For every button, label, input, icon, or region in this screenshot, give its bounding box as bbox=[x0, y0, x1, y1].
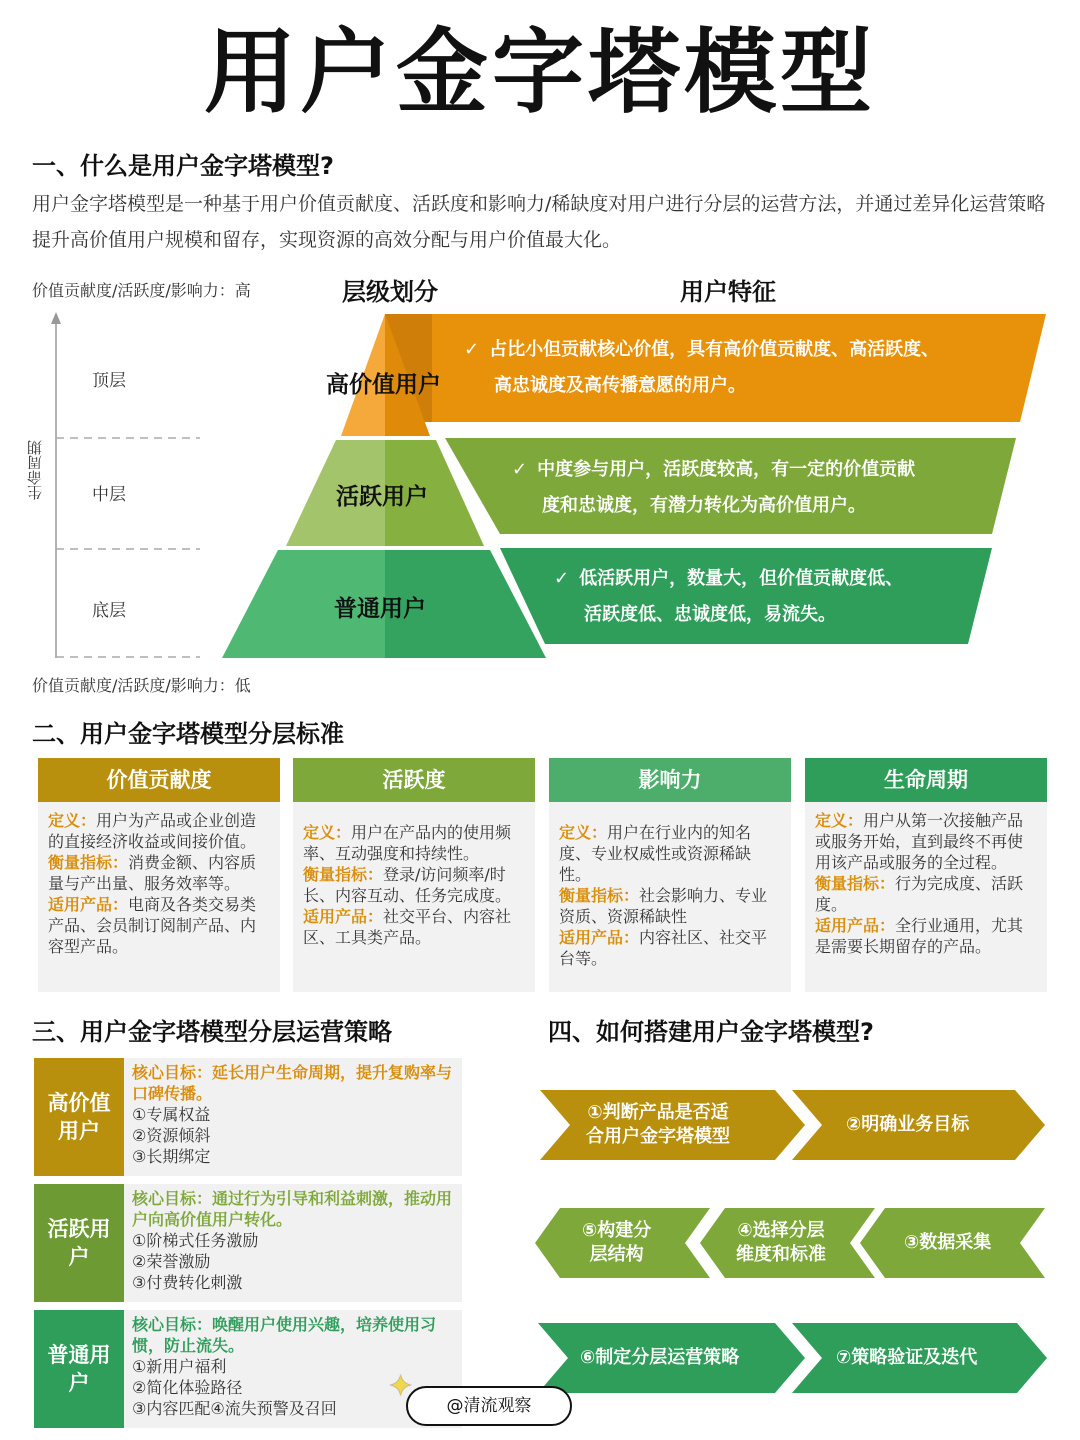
definition-label: 定义： bbox=[559, 823, 608, 842]
step-4-line1: ④选择分层 bbox=[737, 1220, 825, 1241]
feature-high-line2: 高忠诚度及高传播意愿的用户。 bbox=[494, 375, 746, 396]
step-5-line1: ⑤构建分 bbox=[582, 1220, 652, 1241]
tier-level-middle: 中层 bbox=[92, 485, 126, 505]
feature-normal-line2: 活跃度低、忠诚度低，易流失。 bbox=[584, 604, 836, 625]
card-definition: 用户在行业内的知名度、专业权威性或资源稀缺性。 bbox=[559, 823, 752, 884]
pyramid-label-normal: 普通用户 bbox=[334, 596, 426, 622]
strategy-tag: 高价值用户 bbox=[34, 1058, 124, 1176]
strategy-row-active bbox=[34, 1184, 462, 1302]
step-6-label: ⑥制定分层运营策略 bbox=[580, 1347, 740, 1368]
axis-arrow-icon bbox=[51, 312, 61, 324]
strategy-item: ①新用户福利 bbox=[132, 1357, 227, 1376]
step-1-line1: ①判断产品是否适 bbox=[587, 1102, 729, 1123]
strategy-item: ③内容匹配④流失预警及召回 bbox=[132, 1399, 337, 1418]
metric-label: 衡量指标： bbox=[559, 886, 640, 905]
check-icon: ✓ bbox=[464, 339, 480, 360]
feature-high bbox=[464, 332, 939, 404]
axis-low-label: 价值贡献度/活跃度/影响力：低 bbox=[32, 676, 251, 695]
step-5-label bbox=[582, 1219, 651, 1267]
definition-label: 定义： bbox=[303, 823, 352, 842]
card-definition: 用户为产品或企业创造的直接经济收益或间接价值。 bbox=[48, 811, 257, 851]
column-tier-heading: 层级划分 bbox=[342, 278, 438, 306]
product-label: 适用产品： bbox=[559, 928, 640, 947]
feature-active-line1: 中度参与用户，活跃度较高，有一定的价值贡献 bbox=[537, 459, 916, 480]
card-product: 内容社区、社交平台等。 bbox=[559, 928, 768, 968]
strategy-tag: 普通用户 bbox=[34, 1310, 124, 1428]
lifecycle-axis-label: 生命周期 bbox=[26, 440, 44, 500]
product-label: 适用产品： bbox=[815, 916, 896, 935]
step-1-line2: 合用户金字塔模型 bbox=[586, 1126, 730, 1147]
card-metric: 行为完成度、活跃度。 bbox=[815, 874, 1024, 914]
strategy-item: ①专属权益 bbox=[132, 1105, 211, 1124]
step-2-label: ②明确业务目标 bbox=[846, 1114, 970, 1135]
section3-heading: 三、用户金字塔模型分层运营策略 bbox=[32, 1018, 392, 1046]
section2-heading: 二、用户金字塔模型分层标准 bbox=[32, 720, 344, 748]
metric-label: 衡量指标： bbox=[815, 874, 896, 893]
strategy-item: ①阶梯式任务激励 bbox=[132, 1231, 259, 1250]
definition-label: 定义： bbox=[815, 811, 864, 830]
strategy-item: ③付费转化刺激 bbox=[132, 1273, 243, 1292]
card-metric: 消费金额、内容质量与产出量、服务效率等。 bbox=[48, 853, 257, 893]
strategy-goal: 核心目标：唤醒用户使用兴趣，培养使用习惯，防止流失。 bbox=[132, 1315, 437, 1355]
step-4-label bbox=[736, 1219, 826, 1267]
product-label: 适用产品： bbox=[48, 895, 129, 914]
feature-active bbox=[512, 452, 915, 524]
strategy-row-high-value bbox=[34, 1058, 462, 1176]
card-title: 影响力 bbox=[549, 758, 791, 802]
card-product: 电商及各类交易类产品、会员制订阅制产品、内容型产品。 bbox=[48, 895, 257, 956]
step-3-label: ③数据采集 bbox=[904, 1232, 992, 1253]
step-1-label bbox=[586, 1101, 730, 1149]
card-definition: 用户在产品内的使用频率、互动强度和持续性。 bbox=[303, 823, 512, 863]
column-feature-heading: 用户特征 bbox=[680, 278, 776, 306]
pyramid-label-active: 活跃用户 bbox=[336, 484, 428, 510]
criteria-card-lifecycle bbox=[805, 758, 1047, 992]
card-definition: 用户从第一次接触产品或服务开始，直到最终不再使用该产品或服务的全过程。 bbox=[815, 811, 1024, 872]
strategy-item: ②荣誉激励 bbox=[132, 1252, 211, 1271]
step-5-line2: 层结构 bbox=[589, 1244, 644, 1265]
metric-label: 衡量指标： bbox=[303, 865, 384, 884]
sparkle-icon: ✦ bbox=[388, 1369, 414, 1404]
feature-active-line2: 度和忠诚度，有潜力转化为高价值用户。 bbox=[542, 495, 866, 516]
feature-normal bbox=[554, 561, 903, 633]
section1-heading: 一、什么是用户金字塔模型? bbox=[32, 152, 334, 180]
step-4-line2: 维度和标准 bbox=[736, 1244, 826, 1265]
product-label: 适用产品： bbox=[303, 907, 384, 926]
check-icon: ✓ bbox=[554, 568, 570, 589]
metric-label: 衡量指标： bbox=[48, 853, 129, 872]
card-title: 生命周期 bbox=[805, 758, 1047, 802]
tier-level-bottom: 底层 bbox=[92, 601, 126, 621]
card-metric: 登录/访问频率/时长、内容互动、任务完成度。 bbox=[303, 865, 512, 905]
pyramid-label-high: 高价值用户 bbox=[326, 372, 441, 398]
step-7-label: ⑦策略验证及迭代 bbox=[836, 1347, 978, 1368]
page-title: 用户金字塔模型 bbox=[203, 19, 876, 126]
card-title: 活跃度 bbox=[293, 758, 535, 802]
card-product: 全行业通用，尤其是需要长期留存的产品。 bbox=[815, 916, 1024, 956]
section1-intro: 用户金字塔模型是一种基于用户价值贡献度、活跃度和影响力/稀缺度对用户进行分层的运营方法，并通过差异化运营策略提升高价值用户规模和留存，实现资源的高效分配与用户价值最大化。 bbox=[32, 193, 1046, 251]
card-metric: 社会影响力、专业资质、资源稀缺性 bbox=[559, 886, 768, 926]
tier-level-top: 顶层 bbox=[92, 371, 126, 391]
watermark-badge: @清流观察 bbox=[406, 1386, 572, 1426]
strategy-item: ②简化体验路径 bbox=[132, 1378, 243, 1397]
criteria-card-influence bbox=[549, 758, 791, 992]
card-title: 价值贡献度 bbox=[38, 758, 280, 802]
axis-high-label: 价值贡献度/活跃度/影响力：高 bbox=[32, 281, 251, 300]
strategy-item: ③长期绑定 bbox=[132, 1147, 211, 1166]
criteria-card-value bbox=[38, 758, 280, 992]
criteria-card-activity bbox=[293, 758, 535, 992]
strategy-goal: 核心目标：通过行为引导和利益刺激，推动用户向高价值用户转化。 bbox=[132, 1189, 453, 1229]
check-icon: ✓ bbox=[512, 459, 528, 480]
definition-label: 定义： bbox=[48, 811, 97, 830]
feature-normal-line1: 低活跃用户，数量大，但价值贡献度低、 bbox=[579, 568, 904, 589]
strategy-item: ②资源倾斜 bbox=[132, 1126, 211, 1145]
section4-heading: 四、如何搭建用户金字塔模型? bbox=[548, 1018, 874, 1046]
feature-high-line1: 占比小但贡献核心价值，具有高价值贡献度、高活跃度、 bbox=[489, 339, 940, 360]
card-product: 社交平台、内容社区、工具类产品。 bbox=[303, 907, 512, 947]
strategy-goal: 核心目标：延长用户生命周期，提升复购率与口碑传播。 bbox=[132, 1063, 453, 1103]
strategy-tag: 活跃用户 bbox=[34, 1184, 124, 1302]
